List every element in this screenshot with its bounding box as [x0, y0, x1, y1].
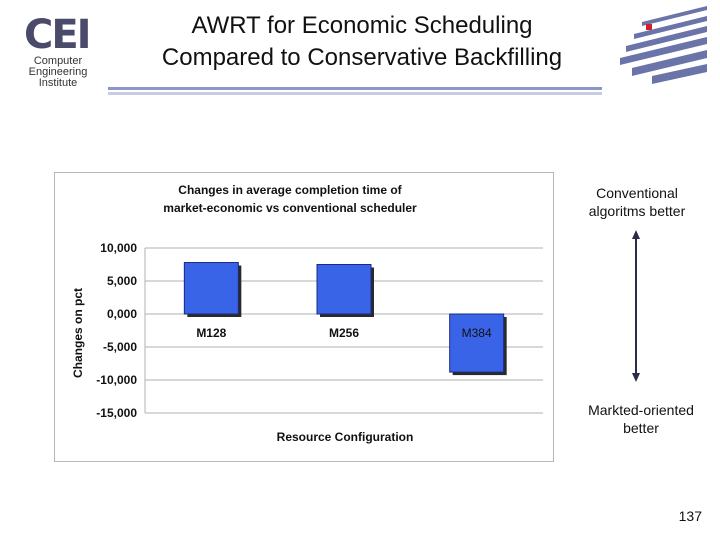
- annotation-conventional-line-2: algoritms better: [588, 203, 686, 219]
- chart-title-line-2: market-economic vs conventional scheduler: [163, 201, 417, 215]
- y-tick-label: -15,000: [96, 406, 137, 420]
- annotation-conventional-line-1: Conventional: [596, 185, 678, 201]
- slide-title: [112, 10, 612, 74]
- y-axis-label: Changes on pct: [71, 287, 85, 379]
- y-tick-label: 10,000: [100, 241, 137, 255]
- decorative-stripes-icon: [612, 2, 712, 92]
- annotation-market-line-1: Markted-oriented: [588, 402, 694, 418]
- double-arrow-icon: [626, 228, 646, 384]
- bar-chart: [55, 173, 553, 461]
- annotation-market-oriented: [572, 401, 710, 437]
- annotation-conventional: [572, 184, 702, 220]
- x-axis-label: Resource Configuration: [276, 430, 414, 444]
- title-rule-bottom: [108, 92, 602, 95]
- bar-m384: [450, 314, 504, 372]
- y-tick-label: 5,000: [106, 274, 137, 288]
- cei-logo: [18, 10, 100, 92]
- bar-m128: [184, 263, 238, 314]
- logo-line-1: Computer: [33, 55, 83, 67]
- x-category-label: M384: [461, 326, 492, 340]
- logo-line-2: Engineering: [28, 66, 88, 78]
- x-category-label: M128: [196, 326, 227, 340]
- y-tick-label: -10,000: [96, 373, 137, 387]
- chart-title-line-1: Changes in average completion time of: [178, 183, 402, 197]
- y-tick-label: -5,000: [102, 340, 137, 354]
- logo-letters: CEI: [24, 12, 90, 58]
- page-number: 137: [678, 508, 702, 524]
- annotation-market-line-2: better: [623, 420, 659, 436]
- slide-title-line-1: AWRT for Economic Scheduling: [191, 12, 533, 39]
- y-tick-label: 0,000: [106, 307, 137, 321]
- logo-line-3: Institute: [38, 77, 78, 89]
- slide-title-line-2: Compared to Conservative Backfilling: [161, 44, 563, 71]
- bar-m256: [317, 265, 371, 315]
- chart-frame: [54, 172, 554, 462]
- title-rule-top: [108, 87, 602, 90]
- x-category-label: M256: [328, 326, 360, 340]
